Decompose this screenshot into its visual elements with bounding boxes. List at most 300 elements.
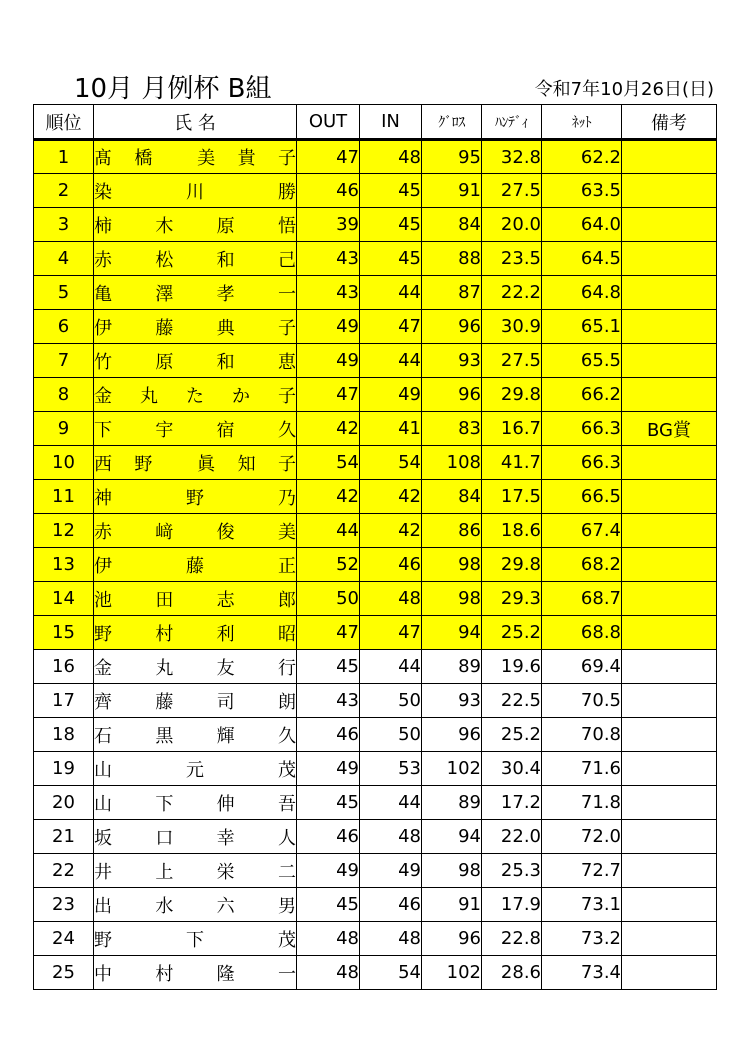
name-char: 一 — [277, 963, 296, 985]
out-cell: 45 — [297, 650, 360, 684]
table-row — [34, 344, 717, 378]
gross-cell: 96 — [422, 310, 482, 344]
name-char: 和 — [216, 351, 235, 373]
note-cell — [622, 718, 717, 752]
event-date: 令和7年10月26日(日) — [534, 79, 714, 100]
out-cell: 46 — [297, 174, 360, 208]
name-char: 茂 — [278, 759, 296, 781]
name-char: 司 — [216, 691, 235, 713]
note-cell — [622, 208, 717, 242]
name-cell — [94, 412, 297, 446]
name-char: 髙 — [94, 148, 112, 169]
gross-cell: 93 — [422, 344, 482, 378]
name-char: 澤 — [155, 283, 174, 305]
name-char: 男 — [277, 895, 296, 917]
name-char: 友 — [216, 657, 235, 679]
name-cell — [94, 956, 297, 990]
name-cell — [94, 242, 297, 276]
name-cell — [94, 888, 297, 922]
name-text — [94, 314, 296, 340]
gross-cell: 89 — [422, 786, 482, 820]
name-char: 乃 — [278, 487, 296, 509]
name-char: 輝 — [216, 725, 235, 747]
name-cell — [94, 514, 297, 548]
gross-cell: 98 — [422, 582, 482, 616]
rank-cell: 2 — [34, 174, 94, 208]
handicap-cell: 22.5 — [482, 684, 542, 718]
name-text — [94, 688, 296, 714]
name-char: 西 — [94, 453, 112, 475]
in-cell: 48 — [360, 922, 422, 956]
name-char: た — [186, 385, 204, 407]
name-char: 染 — [94, 181, 112, 203]
name-text — [94, 484, 296, 510]
name-char: 木 — [155, 215, 174, 237]
name-char: 昭 — [277, 623, 296, 645]
out-cell: 50 — [297, 582, 360, 616]
page-title: 10月 月例杯 B組 — [74, 74, 272, 104]
gross-cell: 95 — [422, 140, 482, 174]
handicap-cell: 25.2 — [482, 718, 542, 752]
table-row — [34, 956, 717, 990]
name-char: 茂 — [278, 929, 296, 951]
name-char: 郎 — [277, 589, 296, 611]
net-cell: 64.5 — [542, 242, 622, 276]
results-table — [33, 104, 717, 990]
note-cell — [622, 786, 717, 820]
gross-cell: 93 — [422, 684, 482, 718]
handicap-cell: 27.5 — [482, 174, 542, 208]
net-cell: 70.8 — [542, 718, 622, 752]
net-cell: 70.5 — [542, 684, 622, 718]
name-char: 貴 — [237, 148, 256, 169]
net-cell: 63.5 — [542, 174, 622, 208]
note-cell — [622, 922, 717, 956]
name-char: 子 — [277, 148, 296, 169]
table-row — [34, 242, 717, 276]
name-char: 下 — [186, 929, 204, 951]
name-char: 原 — [216, 215, 235, 237]
net-cell: 68.7 — [542, 582, 622, 616]
name-char: 和 — [216, 249, 235, 271]
gross-cell: 98 — [422, 548, 482, 582]
out-cell: 43 — [297, 684, 360, 718]
net-cell: 62.2 — [542, 140, 622, 174]
in-cell: 44 — [360, 276, 422, 310]
out-cell: 49 — [297, 752, 360, 786]
name-char: 久 — [277, 419, 296, 441]
net-cell: 65.5 — [542, 344, 622, 378]
in-cell: 54 — [360, 446, 422, 480]
rank-cell: 9 — [34, 412, 94, 446]
out-cell: 52 — [297, 548, 360, 582]
name-char: 上 — [155, 861, 174, 883]
name-char: 下 — [155, 793, 174, 815]
name-char: 美 — [277, 521, 296, 543]
in-cell: 45 — [360, 174, 422, 208]
in-header: IN — [360, 105, 422, 140]
rank-cell: 25 — [34, 956, 94, 990]
name-text — [94, 144, 296, 170]
name-char: 利 — [216, 623, 235, 645]
handicap-cell: 28.6 — [482, 956, 542, 990]
rank-cell: 8 — [34, 378, 94, 412]
name-char: 柿 — [94, 215, 112, 237]
name-char: 池 — [94, 589, 112, 611]
name-char: 原 — [155, 351, 174, 373]
name-char: 朗 — [277, 691, 296, 713]
in-cell: 54 — [360, 956, 422, 990]
in-cell: 49 — [360, 854, 422, 888]
note-cell — [622, 242, 717, 276]
name-char: 金 — [94, 657, 112, 679]
name-char: 幸 — [216, 827, 235, 849]
out-cell: 54 — [297, 446, 360, 480]
name-char: 勝 — [278, 181, 296, 203]
name-char: 川 — [186, 181, 204, 203]
name-text — [94, 552, 296, 578]
table-row — [34, 854, 717, 888]
rank-cell: 20 — [34, 786, 94, 820]
gross-cell: 89 — [422, 650, 482, 684]
name-char: 野 — [94, 929, 112, 951]
note-cell — [622, 174, 717, 208]
table-row — [34, 412, 717, 446]
name-char: 出 — [94, 895, 112, 917]
gross-cell: 84 — [422, 480, 482, 514]
note-cell — [622, 888, 717, 922]
name-char: 松 — [155, 249, 174, 271]
rank-cell: 4 — [34, 242, 94, 276]
name-cell — [94, 276, 297, 310]
handicap-cell: 25.2 — [482, 616, 542, 650]
name-text — [94, 892, 296, 918]
name-char: 行 — [277, 657, 296, 679]
out-cell: 43 — [297, 242, 360, 276]
note-cell — [622, 684, 717, 718]
note-cell — [622, 514, 717, 548]
table-row — [34, 922, 717, 956]
name-char: 坂 — [94, 827, 112, 849]
name-char: 知 — [237, 453, 256, 475]
name-char: 下 — [94, 419, 112, 441]
name-char: 一 — [277, 283, 296, 305]
rank-cell: 15 — [34, 616, 94, 650]
name-char: 村 — [155, 963, 174, 985]
name-char: か — [232, 385, 250, 407]
in-cell: 49 — [360, 378, 422, 412]
rank-cell: 3 — [34, 208, 94, 242]
in-cell: 50 — [360, 684, 422, 718]
in-cell: 46 — [360, 888, 422, 922]
name-text — [94, 450, 296, 476]
gross-cell: 91 — [422, 888, 482, 922]
name-char: 悟 — [277, 215, 296, 237]
handicap-cell: 17.5 — [482, 480, 542, 514]
name-char: 栄 — [216, 861, 235, 883]
handicap-cell: 30.9 — [482, 310, 542, 344]
note-cell — [622, 276, 717, 310]
name-text — [94, 586, 296, 612]
name-char: 赤 — [94, 249, 112, 271]
name-char: 典 — [216, 317, 235, 339]
rank-cell: 14 — [34, 582, 94, 616]
table-row — [34, 174, 717, 208]
name-cell — [94, 140, 297, 174]
rank-cell: 17 — [34, 684, 94, 718]
note-cell — [622, 310, 717, 344]
table-row — [34, 446, 717, 480]
net-cell: 68.2 — [542, 548, 622, 582]
name-cell — [94, 650, 297, 684]
note-cell — [622, 344, 717, 378]
name-text — [94, 178, 296, 204]
net-cell: 66.2 — [542, 378, 622, 412]
gross-cell: 87 — [422, 276, 482, 310]
rank-cell: 7 — [34, 344, 94, 378]
name-char: 橋 — [134, 148, 153, 169]
in-cell: 42 — [360, 514, 422, 548]
name-char: 吾 — [277, 793, 296, 815]
name-cell — [94, 310, 297, 344]
name-char: 丸 — [140, 385, 158, 407]
name-char: 子 — [277, 453, 296, 475]
handicap-cell: 17.9 — [482, 888, 542, 922]
in-cell: 41 — [360, 412, 422, 446]
handicap-cell: 17.2 — [482, 786, 542, 820]
name-char: 伊 — [94, 317, 112, 339]
gross-cell: 96 — [422, 922, 482, 956]
name-char: 口 — [155, 827, 174, 849]
rank-cell: 23 — [34, 888, 94, 922]
gross-cell: 96 — [422, 378, 482, 412]
name-char: 野 — [94, 623, 112, 645]
in-cell: 45 — [360, 242, 422, 276]
net-cell: 73.2 — [542, 922, 622, 956]
table-row — [34, 752, 717, 786]
table-row — [34, 310, 717, 344]
table-row — [34, 140, 717, 174]
handicap-cell: 29.3 — [482, 582, 542, 616]
table-row — [34, 480, 717, 514]
gross-cell: 108 — [422, 446, 482, 480]
name-cell — [94, 786, 297, 820]
in-cell: 47 — [360, 310, 422, 344]
handicap-cell: 29.8 — [482, 378, 542, 412]
table-row — [34, 276, 717, 310]
net-cell: 64.8 — [542, 276, 622, 310]
table-row — [34, 208, 717, 242]
out-cell: 49 — [297, 344, 360, 378]
name-char: 﨑 — [155, 521, 174, 543]
name-char: 神 — [94, 487, 112, 509]
net-header: ﾈｯﾄ — [542, 105, 622, 140]
name-cell — [94, 718, 297, 752]
table-row — [34, 820, 717, 854]
table-row — [34, 378, 717, 412]
name-cell — [94, 854, 297, 888]
net-cell: 65.1 — [542, 310, 622, 344]
name-char: 恵 — [277, 351, 296, 373]
rank-cell: 22 — [34, 854, 94, 888]
name-char: 正 — [278, 555, 296, 577]
handicap-cell: 41.7 — [482, 446, 542, 480]
note-cell — [622, 616, 717, 650]
handicap-cell: 19.6 — [482, 650, 542, 684]
note-cell: BG賞 — [622, 412, 717, 446]
handicap-cell: 30.4 — [482, 752, 542, 786]
name-text — [94, 926, 296, 952]
name-char: 村 — [155, 623, 174, 645]
name-char: 六 — [216, 895, 235, 917]
rank-cell: 24 — [34, 922, 94, 956]
handicap-cell: 18.6 — [482, 514, 542, 548]
name-cell — [94, 684, 297, 718]
gross-cell: 94 — [422, 820, 482, 854]
name-cell — [94, 752, 297, 786]
rank-cell: 12 — [34, 514, 94, 548]
name-char: 人 — [277, 827, 296, 849]
rank-cell: 21 — [34, 820, 94, 854]
in-cell: 48 — [360, 820, 422, 854]
name-text — [94, 348, 296, 374]
name-cell — [94, 446, 297, 480]
out-cell: 46 — [297, 718, 360, 752]
table-row — [34, 888, 717, 922]
net-cell: 71.6 — [542, 752, 622, 786]
gross-cell: 83 — [422, 412, 482, 446]
in-cell: 44 — [360, 650, 422, 684]
rank-cell: 18 — [34, 718, 94, 752]
rank-header: 順位 — [34, 105, 94, 140]
in-cell: 48 — [360, 140, 422, 174]
handicap-cell: 23.5 — [482, 242, 542, 276]
out-cell: 48 — [297, 956, 360, 990]
name-text — [94, 212, 296, 238]
name-char: 山 — [94, 759, 112, 781]
name-char: 齊 — [94, 691, 112, 713]
out-cell: 42 — [297, 412, 360, 446]
out-cell: 45 — [297, 888, 360, 922]
name-char: 孝 — [216, 283, 235, 305]
net-cell: 64.0 — [542, 208, 622, 242]
name-char: 藤 — [155, 317, 174, 339]
net-cell: 66.5 — [542, 480, 622, 514]
out-header: OUT — [297, 105, 360, 140]
in-cell: 45 — [360, 208, 422, 242]
name-char: 藤 — [155, 691, 174, 713]
net-cell: 72.7 — [542, 854, 622, 888]
name-char: 眞 — [197, 453, 216, 475]
name-char: 伊 — [94, 555, 112, 577]
gross-cell: 96 — [422, 718, 482, 752]
net-cell: 66.3 — [542, 446, 622, 480]
out-cell: 49 — [297, 310, 360, 344]
name-text — [94, 518, 296, 544]
gross-cell: 94 — [422, 616, 482, 650]
handicap-cell: 16.7 — [482, 412, 542, 446]
rank-cell: 5 — [34, 276, 94, 310]
table-row — [34, 582, 717, 616]
rank-cell: 6 — [34, 310, 94, 344]
rank-cell: 19 — [34, 752, 94, 786]
name-char: 久 — [277, 725, 296, 747]
name-cell — [94, 616, 297, 650]
notes-header: 備考 — [622, 105, 717, 140]
in-cell: 47 — [360, 616, 422, 650]
name-text — [94, 382, 296, 408]
note-cell — [622, 378, 717, 412]
in-cell: 50 — [360, 718, 422, 752]
table-row — [34, 684, 717, 718]
in-cell: 46 — [360, 548, 422, 582]
rank-cell: 10 — [34, 446, 94, 480]
table-row — [34, 514, 717, 548]
table-row — [34, 718, 717, 752]
note-cell — [622, 140, 717, 174]
gross-header: ｸﾞﾛｽ — [422, 105, 482, 140]
note-cell — [622, 582, 717, 616]
name-cell — [94, 548, 297, 582]
name-text — [94, 756, 296, 782]
name-char: 野 — [134, 453, 153, 475]
out-cell: 47 — [297, 378, 360, 412]
name-char: 俊 — [216, 521, 235, 543]
results-body — [34, 140, 717, 990]
net-cell: 66.3 — [542, 412, 622, 446]
gross-cell: 102 — [422, 752, 482, 786]
out-cell: 49 — [297, 854, 360, 888]
name-char: 石 — [94, 725, 112, 747]
in-cell: 44 — [360, 344, 422, 378]
note-cell — [622, 956, 717, 990]
name-text — [94, 654, 296, 680]
gross-cell: 86 — [422, 514, 482, 548]
handicap-cell: 27.5 — [482, 344, 542, 378]
name-char: 宿 — [216, 419, 235, 441]
name-char: 中 — [94, 963, 112, 985]
name-char: 野 — [186, 487, 204, 509]
gross-cell: 84 — [422, 208, 482, 242]
name-char: 元 — [186, 759, 204, 781]
note-cell — [622, 650, 717, 684]
out-cell: 47 — [297, 140, 360, 174]
rank-cell: 11 — [34, 480, 94, 514]
handicap-cell: 22.0 — [482, 820, 542, 854]
name-text — [94, 824, 296, 850]
net-cell: 68.8 — [542, 616, 622, 650]
note-cell — [622, 820, 717, 854]
name-cell — [94, 582, 297, 616]
handicap-cell: 25.3 — [482, 854, 542, 888]
name-char: 伸 — [216, 793, 235, 815]
handicap-cell: 29.8 — [482, 548, 542, 582]
gross-cell: 91 — [422, 174, 482, 208]
net-cell: 72.0 — [542, 820, 622, 854]
name-char: 宇 — [155, 419, 174, 441]
name-char: 井 — [94, 861, 112, 883]
name-text — [94, 620, 296, 646]
name-char: 竹 — [94, 351, 112, 373]
name-char: 亀 — [94, 283, 112, 305]
name-cell — [94, 378, 297, 412]
name-cell — [94, 208, 297, 242]
handicap-cell: 20.0 — [482, 208, 542, 242]
rank-cell: 13 — [34, 548, 94, 582]
out-cell: 43 — [297, 276, 360, 310]
name-char: 美 — [197, 148, 216, 169]
in-cell: 42 — [360, 480, 422, 514]
